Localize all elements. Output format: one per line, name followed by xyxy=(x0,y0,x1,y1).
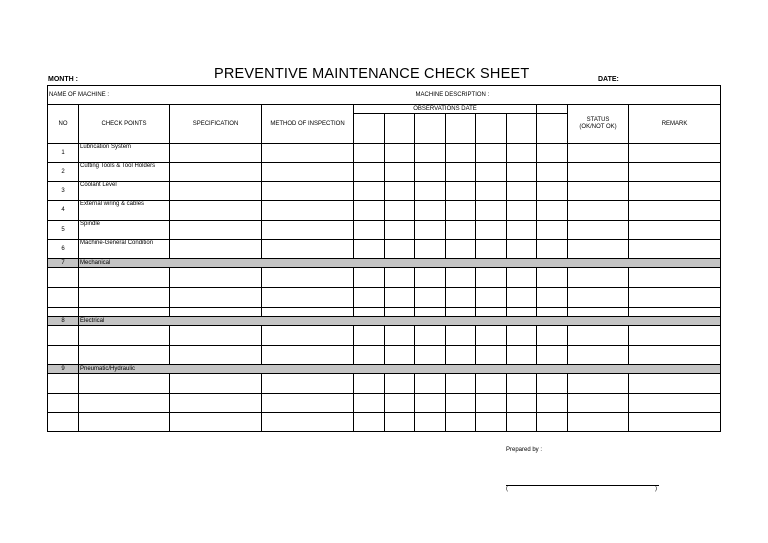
section-row-mechanical xyxy=(48,259,721,268)
header-observations-date: OBSERVATIONS DATE xyxy=(354,105,537,114)
item-no: 2 xyxy=(48,163,79,182)
item-no: 5 xyxy=(48,221,79,240)
header-no: NO xyxy=(48,105,79,144)
header-specification: SPECIFICATION xyxy=(170,105,262,144)
observation-date-cell[interactable] xyxy=(354,114,385,144)
status-line-2: (OK/NOT OK) xyxy=(579,124,617,130)
blank-row xyxy=(48,346,721,365)
blank-row xyxy=(48,326,721,346)
section-no: 9 xyxy=(48,365,79,374)
machine-info-row xyxy=(48,86,721,105)
item-check-point: Lubrication System xyxy=(79,144,170,163)
check-item-row xyxy=(48,221,721,240)
item-no: 6 xyxy=(48,240,79,259)
blank-row xyxy=(48,394,721,413)
item-check-point: Coolant Level xyxy=(79,182,170,201)
observation-date-cell[interactable] xyxy=(507,114,537,144)
item-check-point: Spindle xyxy=(79,221,170,240)
machine-description-label: MACHINE DESCRIPTION : xyxy=(446,86,721,105)
check-item-row xyxy=(48,240,721,259)
item-check-point: Cutting Tools & Tool Holders xyxy=(79,163,170,182)
item-no: 1 xyxy=(48,144,79,163)
section-label: Pneumatic/Hydraulic xyxy=(79,365,721,374)
observation-date-cell[interactable] xyxy=(446,114,476,144)
blank-row xyxy=(48,288,721,308)
observation-date-cell[interactable] xyxy=(415,114,446,144)
status-line-1: STATUS xyxy=(586,117,610,123)
section-row-pneumatic-hydraulic xyxy=(48,365,721,374)
column-header-row xyxy=(48,105,721,114)
check-sheet-table xyxy=(47,85,721,432)
item-no: 4 xyxy=(48,201,79,221)
section-label: Electrical xyxy=(79,317,721,326)
page-title: PREVENTIVE MAINTENANCE CHECK SHEET xyxy=(214,66,530,82)
month-label: MONTH : xyxy=(48,76,78,83)
observation-date-cell[interactable] xyxy=(537,114,568,144)
header-remark: REMARK xyxy=(629,105,721,144)
section-no: 7 xyxy=(48,259,79,268)
header-method: METHOD OF INSPECTION xyxy=(262,105,354,144)
signature-line[interactable] xyxy=(506,485,659,486)
name-of-machine-label: NAME OF MACHINE : xyxy=(48,86,446,105)
observation-date-cell[interactable] xyxy=(476,114,507,144)
date-label: DATE: xyxy=(598,76,619,83)
blank-row xyxy=(48,308,721,317)
check-item-row xyxy=(48,201,721,221)
observation-date-cell[interactable] xyxy=(385,114,415,144)
section-no: 8 xyxy=(48,317,79,326)
section-row-electrical xyxy=(48,317,721,326)
signature-paren-open: ( xyxy=(506,486,508,492)
check-item-row xyxy=(48,182,721,201)
blank-row xyxy=(48,413,721,432)
check-item-row xyxy=(48,163,721,182)
item-no: 3 xyxy=(48,182,79,201)
section-label: Mechanical xyxy=(79,259,721,268)
header-check-points: CHECK POINTS xyxy=(79,105,170,144)
observation-header-filler xyxy=(537,105,568,114)
check-item-row xyxy=(48,144,721,163)
item-check-point: External wiring & cables xyxy=(79,201,170,221)
header-status xyxy=(568,105,629,144)
signature-paren-close: ) xyxy=(655,486,657,492)
blank-row xyxy=(48,268,721,288)
blank-row xyxy=(48,374,721,394)
item-check-point: Machine-General Condition xyxy=(79,240,170,259)
prepared-by-label: Prepared by : xyxy=(506,447,543,453)
